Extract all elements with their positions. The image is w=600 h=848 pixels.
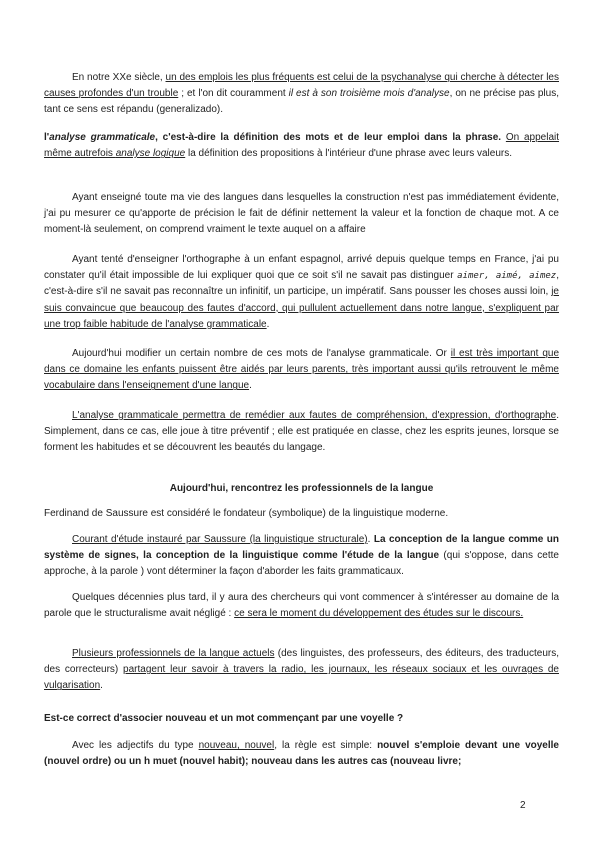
paragraph-aujourdhui: Aujourd'hui modifier un certain nombre de ces mots de l'analyse grammaticale. Or il est très important que dans ce domaine les enfants puissent être aidés par leurs parents, très important aussi qu'ils retrouvent le même vocabulaire dans l'enseignement d'une langue. xyxy=(44,348,560,392)
paragraph-nouvel: Avec les adjectifs du type nouveau, nouvel, la règle est simple: nouvel s'emploie devant une voyelle (nouvel ordre) ou un h muet (nouvel habit); nouveau dans les autres cas (nouveau livre; xyxy=(44,740,559,768)
paragraph-orthographe: Ayant tenté d'enseigner l'orthographe à un enfant espagnol, arrivé depuis quelque temps en France, j'ai pu constater qu'il était impossible de lui expliquer quoi que ce soit s'il ne savait pas distinguer aimer, aimé, aimez, c'est-à-dire s'il ne savait pas reconnaître un infinitif, un participe, un impératif. Sans pousser les choses aussi loin, je suis convaincue que beaucoup des fautes d'accord, qui pullulent actuellement dans notre langue, s'expliquent par une trop faible habitude de l'analyse grammaticale. xyxy=(44,254,559,330)
paragraph-analyse-grammaticale: l'analyse grammaticale, c'est-à-dire la définition des mots et de leur emploi dans la phrase. On appelait même autrefois analyse logique la définition des propositions à l'intérieur d'une phrase avec leurs valeurs. xyxy=(44,132,560,160)
heading-nouveau: Est-ce correct d'associer nouveau et un mot commençant par une voyelle ? xyxy=(44,713,404,724)
paragraph-enseignement: Ayant enseigné toute ma vie des langues dans lesquelles la construction n'est pas immédiatement évidente, j'ai pu mesurer ce qu'apporte de précision le fait de définir nettement la valeur et la fonction de chaque mot. A ce moment-là seulement, on comprend vraiment le texte auquel on a affaire xyxy=(44,192,559,236)
heading-professionnels: Aujourd'hui, rencontrez les professionnels de la langue xyxy=(169,483,434,494)
paragraph-courant: Courant d'étude instauré par Saussure (la linguistique structurale). La conception de la langue comme un système de signes, la conception de la linguistique comme l'étude de la langue (qui s'oppose, dans cette approche, à la parole ) vont déterminer la façon d'aborder les faits grammaticaux. xyxy=(44,534,559,578)
paragraph-saussure: Ferdinand de Saussure est considéré le fondateur (symbolique) de la linguistique moderne. xyxy=(44,508,449,519)
paragraph-remedier: L'analyse grammaticale permettra de remédier aux fautes de compréhension, d'expression, d'orthographe. Simplement, dans ce cas, elle joue à titre préventif ; elle est pratiquée en classe, chez les esprits jeunes, lorsque se forment les habitudes et se découvrent les beautés du langage. xyxy=(44,410,559,454)
page-number: 2 xyxy=(520,800,526,811)
paragraph-decennies: Quelques décennies plus tard, il y aura des chercheurs qui vont commencer à s'intéresser au domaine de la parole que le structuralisme avait négligé : ce sera le moment du développement des études sur le discours. xyxy=(44,592,559,620)
paragraph-plusieurs: Plusieurs professionnels de la langue actuels (des linguistes, des professeurs, des éditeurs, des traducteurs, des correcteurs) partagent leur savoir à travers la radio, les journaux, les réseaux sociaux et les ouvrages de vulgarisation. xyxy=(44,648,559,692)
paragraph-psychanalyse: En notre XXe siècle, un des emplois les plus fréquents est celui de la psychanalyse qui cherche à détecter les causes profondes d'un trouble ; et l'on dit couramment il est à son troisième mois d'analyse, on ne précise pas plus, tant ce sens est répandu (generalizado). xyxy=(44,72,559,116)
